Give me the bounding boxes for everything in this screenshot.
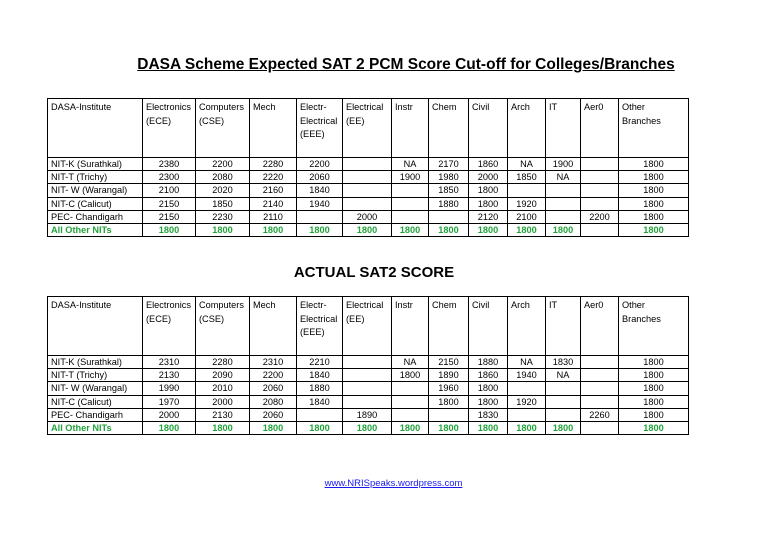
score-cell-chem: 1800 <box>429 223 469 236</box>
score-cell-civil: 2120 <box>469 210 508 223</box>
score-cell-ee <box>343 184 392 197</box>
institute-cell: NIT- W (Warangal) <box>48 382 143 395</box>
score-cell-civil: 1830 <box>469 408 508 421</box>
score-cell-cse: 1850 <box>196 197 250 210</box>
website-link-container <box>0 478 768 489</box>
score-cell-civil: 1860 <box>469 158 508 171</box>
score-cell-instr: NA <box>392 356 429 369</box>
score-cell-other: 1800 <box>619 171 689 184</box>
score-cell-chem: 1850 <box>429 184 469 197</box>
score-cell-it <box>546 382 581 395</box>
institute-cell: NIT-C (Calicut) <box>48 395 143 408</box>
score-cell-chem: 1800 <box>429 421 469 434</box>
score-cell-other: 1800 <box>619 158 689 171</box>
column-header-eee: Electr-Electrical (EEE) <box>297 99 343 158</box>
table-row <box>48 421 689 434</box>
score-cell-ece: 2300 <box>143 171 196 184</box>
score-cell-it <box>546 197 581 210</box>
score-cell-chem: 1880 <box>429 197 469 210</box>
score-cell-eee: 1840 <box>297 184 343 197</box>
score-cell-cse: 2010 <box>196 382 250 395</box>
score-cell-chem: 2150 <box>429 356 469 369</box>
expected-cutoff-table <box>47 98 689 237</box>
column-header-civil: Civil <box>469 99 508 158</box>
score-cell-arch: 1920 <box>508 395 546 408</box>
score-cell-mech: 2160 <box>250 184 297 197</box>
score-cell-civil: 2000 <box>469 171 508 184</box>
score-cell-other: 1800 <box>619 197 689 210</box>
score-cell-cse: 2000 <box>196 395 250 408</box>
table-row <box>48 382 689 395</box>
score-cell-instr <box>392 184 429 197</box>
score-cell-cse: 2230 <box>196 210 250 223</box>
score-cell-chem: 1980 <box>429 171 469 184</box>
score-cell-mech: 2060 <box>250 408 297 421</box>
score-cell-ece: 1800 <box>143 421 196 434</box>
score-cell-ece: 1800 <box>143 223 196 236</box>
score-cell-ece: 2150 <box>143 210 196 223</box>
score-cell-it <box>546 395 581 408</box>
institute-cell: All Other NITs <box>48 223 143 236</box>
score-cell-ece: 2150 <box>143 197 196 210</box>
score-cell-eee: 1800 <box>297 223 343 236</box>
score-cell-arch: NA <box>508 158 546 171</box>
actual-score-title: ACTUAL SAT2 SCORE <box>293 264 455 281</box>
column-header-mech: Mech <box>250 297 297 356</box>
score-cell-instr: 1800 <box>392 223 429 236</box>
score-cell-instr: 1800 <box>392 421 429 434</box>
score-cell-civil: 1880 <box>469 356 508 369</box>
score-cell-cse: 2280 <box>196 356 250 369</box>
table-row <box>48 408 689 421</box>
institute-cell: NIT-T (Trichy) <box>48 369 143 382</box>
column-header-cse: Computers (CSE) <box>196 297 250 356</box>
column-header-ece: Electronics (ECE) <box>143 297 196 356</box>
score-cell-civil: 1800 <box>469 197 508 210</box>
column-header-ee: Electrical (EE) <box>343 297 392 356</box>
score-cell-eee <box>297 210 343 223</box>
score-cell-ee <box>343 197 392 210</box>
score-cell-chem: 1890 <box>429 369 469 382</box>
column-header-other: Other Branches <box>619 99 689 158</box>
score-cell-it: 1800 <box>546 421 581 434</box>
table-header-row <box>48 297 689 356</box>
score-cell-mech: 2200 <box>250 369 297 382</box>
score-cell-ece: 1990 <box>143 382 196 395</box>
score-cell-other: 1800 <box>619 382 689 395</box>
score-cell-it: 1830 <box>546 356 581 369</box>
table-row <box>48 197 689 210</box>
column-header-institute: DASA-Institute <box>48 99 143 158</box>
score-cell-ece: 2000 <box>143 408 196 421</box>
score-cell-mech: 2110 <box>250 210 297 223</box>
score-cell-it <box>546 184 581 197</box>
score-cell-chem: 1960 <box>429 382 469 395</box>
score-cell-other: 1800 <box>619 369 689 382</box>
score-cell-civil: 1800 <box>469 223 508 236</box>
column-header-it: IT <box>546 99 581 158</box>
score-cell-eee: 1840 <box>297 369 343 382</box>
score-cell-instr <box>392 210 429 223</box>
score-cell-ee: 2000 <box>343 210 392 223</box>
score-cell-eee: 1940 <box>297 197 343 210</box>
score-cell-it <box>546 210 581 223</box>
actual-score-table <box>47 296 689 435</box>
score-cell-it: 1900 <box>546 158 581 171</box>
score-cell-aero <box>581 382 619 395</box>
score-cell-mech: 1800 <box>250 421 297 434</box>
score-cell-ee <box>343 382 392 395</box>
score-cell-civil: 1860 <box>469 369 508 382</box>
score-cell-instr <box>392 382 429 395</box>
table-row <box>48 356 689 369</box>
institute-cell: NIT-K (Surathkal) <box>48 356 143 369</box>
institute-cell: All Other NITs <box>48 421 143 434</box>
table-row <box>48 395 689 408</box>
score-cell-civil: 1800 <box>469 382 508 395</box>
institute-cell: NIT-T (Trichy) <box>48 171 143 184</box>
score-cell-instr: 1800 <box>392 369 429 382</box>
score-cell-aero <box>581 223 619 236</box>
score-cell-civil: 1800 <box>469 421 508 434</box>
score-cell-mech: 2140 <box>250 197 297 210</box>
score-cell-arch <box>508 382 546 395</box>
score-cell-it: NA <box>546 369 581 382</box>
score-cell-cse: 2090 <box>196 369 250 382</box>
score-cell-arch <box>508 184 546 197</box>
score-cell-aero <box>581 158 619 171</box>
score-cell-other: 1800 <box>619 408 689 421</box>
score-cell-aero: 2200 <box>581 210 619 223</box>
column-header-other: Other Branches <box>619 297 689 356</box>
score-cell-cse: 1800 <box>196 421 250 434</box>
column-header-cse: Computers (CSE) <box>196 99 250 158</box>
score-cell-mech: 2080 <box>250 395 297 408</box>
score-cell-arch: NA <box>508 356 546 369</box>
column-header-it: IT <box>546 297 581 356</box>
score-cell-other: 1800 <box>619 223 689 236</box>
score-cell-other: 1800 <box>619 184 689 197</box>
score-cell-arch: 1850 <box>508 171 546 184</box>
column-header-institute: DASA-Institute <box>48 297 143 356</box>
score-cell-aero <box>581 369 619 382</box>
score-cell-other: 1800 <box>619 210 689 223</box>
table-row <box>48 171 689 184</box>
score-cell-ece: 2380 <box>143 158 196 171</box>
table-row <box>48 210 689 223</box>
score-cell-cse: 2200 <box>196 158 250 171</box>
score-cell-eee <box>297 408 343 421</box>
score-cell-instr <box>392 395 429 408</box>
column-header-arch: Arch <box>508 297 546 356</box>
institute-cell: NIT-C (Calicut) <box>48 197 143 210</box>
score-cell-mech: 1800 <box>250 223 297 236</box>
score-cell-aero <box>581 171 619 184</box>
website-link[interactable]: www.NRISpeaks.wordpress.com <box>324 478 463 489</box>
score-cell-arch: 1920 <box>508 197 546 210</box>
score-cell-it: 1800 <box>546 223 581 236</box>
column-header-aero: Aer0 <box>581 297 619 356</box>
score-cell-chem: 1800 <box>429 395 469 408</box>
score-cell-instr <box>392 408 429 421</box>
score-cell-mech: 2310 <box>250 356 297 369</box>
score-cell-cse: 1800 <box>196 223 250 236</box>
score-cell-ee <box>343 158 392 171</box>
score-cell-ece: 2130 <box>143 369 196 382</box>
score-cell-civil: 1800 <box>469 184 508 197</box>
institute-cell: NIT-K (Surathkal) <box>48 158 143 171</box>
score-cell-arch: 2100 <box>508 210 546 223</box>
score-cell-aero <box>581 421 619 434</box>
score-cell-eee: 2210 <box>297 356 343 369</box>
expected-table-body <box>48 99 689 237</box>
column-header-civil: Civil <box>469 297 508 356</box>
table-row <box>48 158 689 171</box>
institute-cell: PEC- Chandigarh <box>48 210 143 223</box>
score-cell-other: 1800 <box>619 395 689 408</box>
score-cell-eee: 1840 <box>297 395 343 408</box>
score-cell-ee <box>343 369 392 382</box>
score-cell-instr: NA <box>392 158 429 171</box>
score-cell-civil: 1800 <box>469 395 508 408</box>
column-header-arch: Arch <box>508 99 546 158</box>
table-row <box>48 223 689 236</box>
score-cell-other: 1800 <box>619 356 689 369</box>
score-cell-aero <box>581 356 619 369</box>
score-cell-other: 1800 <box>619 421 689 434</box>
column-header-chem: Chem <box>429 297 469 356</box>
expected-cutoff-title: DASA Scheme Expected SAT 2 PCM Score Cut-off for Colleges/Branches <box>137 56 675 73</box>
score-cell-eee: 1880 <box>297 382 343 395</box>
score-cell-ece: 1970 <box>143 395 196 408</box>
score-cell-mech: 2280 <box>250 158 297 171</box>
column-header-chem: Chem <box>429 99 469 158</box>
score-cell-arch: 1940 <box>508 369 546 382</box>
score-cell-cse: 2130 <box>196 408 250 421</box>
score-cell-ee <box>343 395 392 408</box>
score-cell-instr: 1900 <box>392 171 429 184</box>
column-header-ece: Electronics (ECE) <box>143 99 196 158</box>
score-cell-ece: 2100 <box>143 184 196 197</box>
score-cell-eee: 2060 <box>297 171 343 184</box>
score-cell-chem: 2170 <box>429 158 469 171</box>
score-cell-chem <box>429 408 469 421</box>
score-cell-mech: 2220 <box>250 171 297 184</box>
column-header-instr: Instr <box>392 297 429 356</box>
score-cell-it <box>546 408 581 421</box>
score-cell-eee: 1800 <box>297 421 343 434</box>
score-cell-ee: 1800 <box>343 223 392 236</box>
score-cell-aero <box>581 395 619 408</box>
column-header-mech: Mech <box>250 99 297 158</box>
score-cell-mech: 2060 <box>250 382 297 395</box>
column-header-instr: Instr <box>392 99 429 158</box>
score-cell-arch: 1800 <box>508 421 546 434</box>
score-cell-it: NA <box>546 171 581 184</box>
table-row <box>48 369 689 382</box>
score-cell-aero <box>581 197 619 210</box>
score-cell-aero <box>581 184 619 197</box>
score-cell-aero: 2260 <box>581 408 619 421</box>
score-cell-cse: 2020 <box>196 184 250 197</box>
score-cell-ee <box>343 356 392 369</box>
score-cell-ee <box>343 171 392 184</box>
table-row <box>48 184 689 197</box>
score-cell-arch: 1800 <box>508 223 546 236</box>
table-header-row <box>48 99 689 158</box>
score-cell-ee: 1890 <box>343 408 392 421</box>
score-cell-arch <box>508 408 546 421</box>
score-cell-eee: 2200 <box>297 158 343 171</box>
institute-cell: NIT- W (Warangal) <box>48 184 143 197</box>
score-cell-chem <box>429 210 469 223</box>
score-cell-ece: 2310 <box>143 356 196 369</box>
column-header-ee: Electrical (EE) <box>343 99 392 158</box>
score-cell-instr <box>392 197 429 210</box>
score-cell-ee: 1800 <box>343 421 392 434</box>
column-header-eee: Electr-Electrical (EEE) <box>297 297 343 356</box>
institute-cell: PEC- Chandigarh <box>48 408 143 421</box>
score-cell-cse: 2080 <box>196 171 250 184</box>
column-header-aero: Aer0 <box>581 99 619 158</box>
actual-table-body <box>48 297 689 435</box>
